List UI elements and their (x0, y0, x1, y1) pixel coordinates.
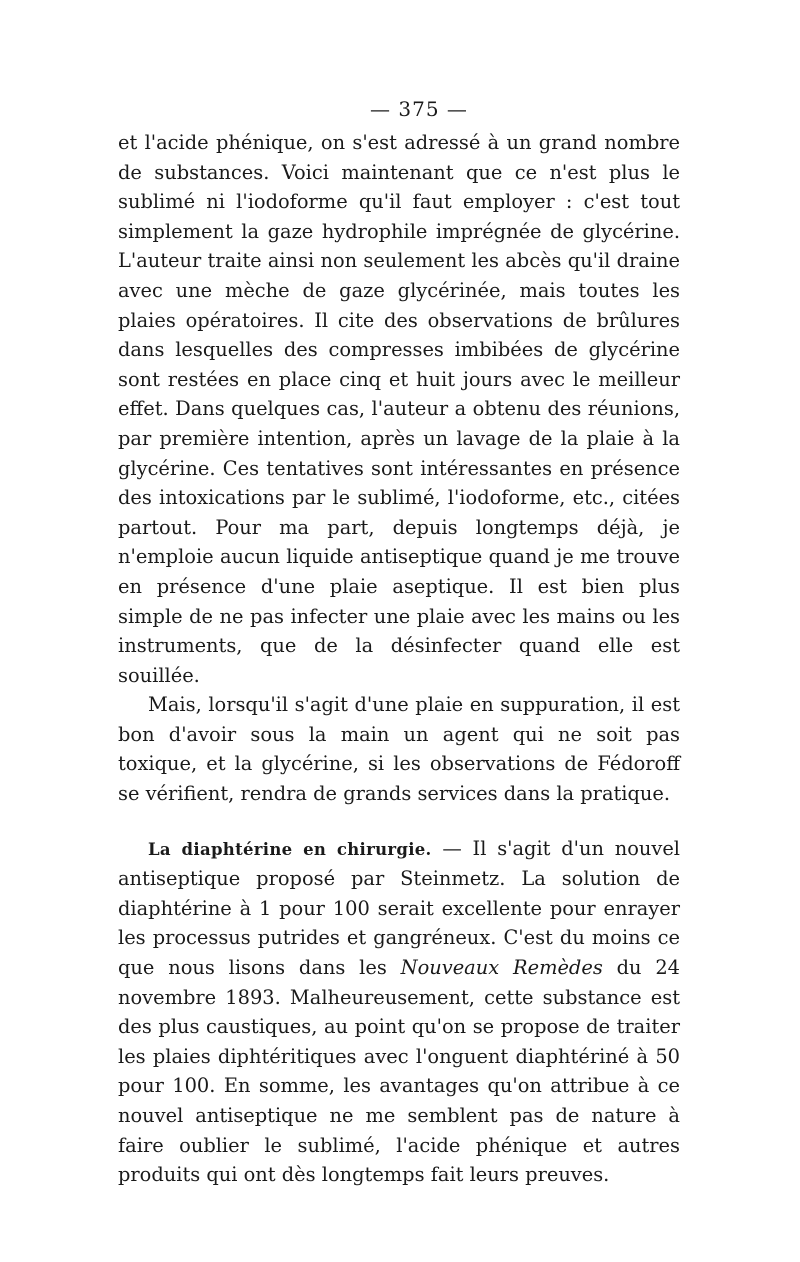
section-text-part-2: du 24 novembre 1893. Malheureusement, cette substance est des plus caustiques, au point qu'on se propose de traiter les plaies diphtéritiques avec l'onguent diaphtériné à 50 pour 100. En somme, les avantages qu'on attribue à ce nouvel antiseptique ne me semblent pas de nature à faire oublier le sublimé, l'acide phénique et autres produits qui ont dès longtemps fait leurs preuves. (118, 956, 681, 1187)
paragraph-glycerine-continued: et l'acide phénique, on s'est adressé à un grand nombre de substances. Voici maintenant que ce n'est plus le sublimé ni l'iodoforme qu'il faut employer : c'est tout simplement la gaze hydrophile imprégnée de glycérine. L'auteur traite ainsi non seulement les abcès qu'il draine avec une mèche de gaze glycérinée, mais toutes les plaies opératoires. Il cite des observations de brûlures dans lesquelles des compresses imbibées de glycérine sont restées en place cinq et huit jours avec le meilleur effet. Dans quelques cas, l'auteur a obtenu des réunions, par première intention, après un lavage de la plaie à la glycérine. Ces tentatives sont intéressantes en présence des intoxications par le sublimé, l'iodoforme, etc., citées partout. Pour ma part, depuis longtemps déjà, je n'emploie aucun liquide antiseptique quand je me trouve en présence d'une plaie aseptique. Il est bien plus simple de ne pas infecter une plaie avec les mains ou les instruments, que de la désinfecter quand elle est souillée. (118, 131, 680, 687)
page-number: — 375 — (370, 97, 468, 121)
section-text-part-1: — Il s'agit d'un nouvel antiseptique proposé par Steinmetz. La solution de diaphtérine à 1 pour 100 serait excellente pour enrayer les processus putrides et gangréneux. C'est du moins ce que nous lisons dans les (118, 836, 680, 980)
paragraph-diaphterine (118, 834, 680, 1190)
section-heading: La diaphtérine en chirurgie. (148, 839, 432, 859)
page-body (118, 96, 680, 1190)
journal-title: Nouveaux Remèdes (400, 956, 603, 980)
paragraph-suppuration: Mais, lorsqu'il s'agit d'une plaie en suppuration, il est bon d'avoir sous la main un agent qui ne soit pas toxique, et la glycérine, si les observations de Fédoroff se vérifient, rendra de grands services dans la pratique. (118, 693, 680, 806)
